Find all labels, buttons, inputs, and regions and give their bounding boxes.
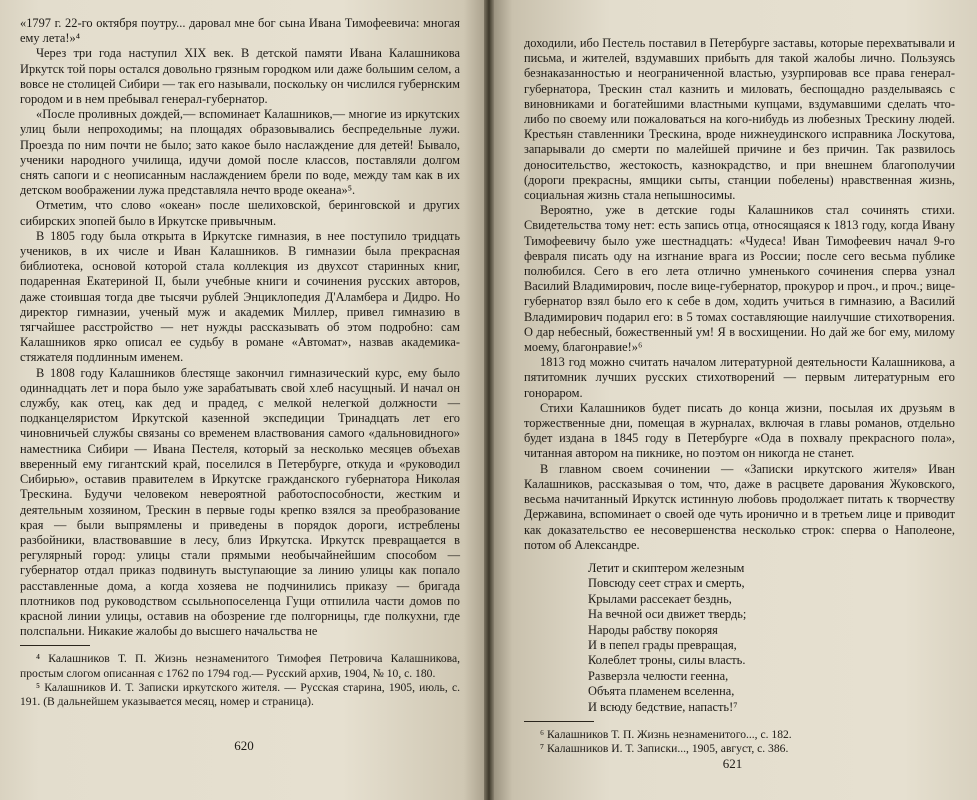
right-paragraph-1: доходили, ибо Пестель поставил в Петербурге заставы, которые перехватывали и письма, и жителей, вздумавших прибыть для такой жалобы лично. Пользуясь безнаказанностью и неограниченной властью, узурпировав все права генерал-губернатора, Трескин стал казнить и миловать, беспощадно разделываясь с виновниками и богатейшими властными купцами, вздумавшими сделать что-либо по своему или пожаловаться на кого-нибудь из любезных Трескину людей. Крестьян ставленники Трескина, вроде нижнеудинского исправника Лоскутова, запарывали до смерти по малейшей причине и без причин. Так развилось доносительство, жестокость, казнокрадство, и при внешнем благополучии (дороги прекрасны, ямщики сыты, станции побелены) нравственная жизнь, социальная жизнь стала непышносимы.: [524, 36, 955, 203]
right-paragraph-4: Стихи Калашников будет писать до конца жизни, посылая их друзьям в торжественные дни, помещая в журналах, включая в главы романов, отдельно будет издана в 1845 году в Петербурге «Ода в похвалу прекрасного пола», читанная автором на пикнике, но поэтом он никогда не станет.: [524, 400, 955, 461]
poem-line: И всюду бедствие, напасть!⁷: [588, 699, 738, 714]
poem-line: Народы рабству покоряя: [588, 622, 718, 637]
footnote-divider: [20, 645, 90, 646]
footnote-divider: [524, 721, 594, 722]
footnote-5: ⁵ Калашников И. Т. Записки иркутского жителя. — Русская старина, 1905, июль, с. 191. (В дальнейшем указывается месяц, номер и страница).: [20, 680, 460, 708]
poem-line: Колеблет троны, силы власть.: [588, 653, 746, 668]
left-paragraph-4: Отметим, что слово «океан» после шелиховской, беринговской и других сибирских эпопей было в Иркутске привычным.: [20, 198, 460, 228]
book-gutter: [484, 0, 494, 800]
right-paragraph-5: В главном своем сочинении — «Записки иркутского жителя» Иван Калашников, рассказывая о том, что, даже в расцвете дарования Жуковского, весьма начитанный Иркутск истинную любовь продолжает питать к творчеству Державина, вспоминает о своей оде чуть иронично и в третьем лице и приводит как доказательство ее несовершенства несколько строк: сперва о Наполеоне, потом об Александре.: [524, 461, 955, 552]
left-paragraph-3: «После проливных дождей,— вспоминает Калашников,— многие из иркутских улиц были непроходимы; на площадях образовывались беспредельные лужи. Проезда по ним почти не было; зато какое было наслаждение для детей! Бывало, ученики народного училища, идучи домой после классов, поставляли долгом снять сапоги и с неописанным наслаждением брели по воде, между там как в их детском воображении лужа представляла нечто вроде океана»⁵.: [20, 107, 460, 198]
left-footnotes: [20, 652, 460, 709]
page-number-left: 620: [234, 738, 254, 753]
right-page: [488, 0, 977, 800]
poem-line: Разверзла челюсти геенна,: [588, 668, 729, 683]
right-paragraph-2: Вероятно, уже в детские годы Калашников стал сочинять стихи. Свидетельства тому нет: есть запись отца, относящаяся к 1813 году, когда Ивану Тимофеевичу было уже шестнадцать: «Чудеса! Иван Тимофеевич начал 9-го февраля писать оду на изгнание врага из России; после сего весьма публике полюбился. Сего в его лета отлично умненького сочинения сперва узнал Василий Владимирович, после вице-губернатор, прокурор и проч., и проч.; вице-губернатор взял было его к себе в дом, ходить учиться в гимназию, а Василий Владимирович подарил его: в 5 томах составляющие наилучшие стихотворения. О дар небесный, божественный ум! Я в восхищении. Но дай же бог ему, милому моему, благонравие!»⁶: [524, 203, 955, 355]
left-paragraph-2: Через три года наступил XIX век. В детской памяти Ивана Калашникова Иркутск той поры остался довольно грязным городком или даже большим селом, а вовсе не столицей Сибири — так его называли, поскольку он числился губернским городом и в нем пребывал генерал-губернатор.: [20, 46, 460, 107]
footnote-4: ⁴ Калашников Т. П. Жизнь незнаменитого Тимофея Петровича Калашникова, простым слогом описанная с 1762 по 1794 год.— Русский архив, 1904, № 10, с. 180.: [20, 652, 460, 680]
poem-line: На вечной оси движет твердь;: [588, 607, 747, 622]
poem-line: И в пепел грады превращая,: [588, 637, 737, 652]
left-page-body: [20, 16, 460, 639]
left-page: [0, 0, 488, 800]
page-number-right: 621: [722, 756, 743, 771]
poem-block: [588, 561, 955, 715]
poem-line: Крылами рассекает безднь,: [588, 591, 732, 606]
poem-line: Объята пламенем вселенна,: [588, 684, 735, 699]
footnote-7: ⁷ Калашников И. Т. Записки..., 1905, август, с. 386.: [540, 742, 789, 756]
left-paragraph-6: В 1808 году Калашников блестяще закончил гимназический курс, ему было одиннадцать лет и пора было уже зарабатывать свой хлеб насущный. И начал он службу, как отец, как дед и прадед, с мелкой нелегкой должности — подканцеляристом Иркутской казенной экспедиции Тринадцать лет его чиновничьей службы связаны со временем властвования самого «дальновидного» наместника Сибири — Ивана Пестеля, который за несколько месяцев объехав вверенный ему гигантский край, поселился в Петербурге, откуда и «руководил Сибирью», оставив правителем в Иркутске гражданского губернатора Николая Трескина. Будучи человеком невероятной работоспособности, жестким и деятельным хозяином, Трескин в первые годы крепко взялся за преобразование края — были выпрямлены и приведены в порядок дороги, истреблены разбойники, властвовавшие в лесу, близ Иркутска. Иркутск превращается в регулярный город: улицы стали прямыми необычайнейшим способом — губернатор отдал приказ подвинуть выступающие за линию улицы как попало расставленные дома, а когда хозяева не подчинились приказу — бригада плотников под руководством ссыльнопоселенца Гущи отпилила части домов по красной линии улицы, оставив на обозрение где полгорницы, где полкухни, где полспальни. Никакие жалобы до высшего начальства не: [20, 365, 460, 639]
right-page-body: [524, 36, 955, 553]
left-paragraph-1: «1797 г. 22-го октября поутру... даровал мне бог сына Ивана Тимофеевича: многая ему лета!»⁴: [20, 16, 460, 46]
footnote-6: ⁶ Калашников Т. П. Жизнь незнаменитого..., с. 182.: [540, 727, 792, 741]
left-paragraph-5: В 1805 году была открыта в Иркутске гимназия, в нее поступило тридцать учеников, в их числе и Иван Калашников. В гимназии была прекрасная библиотека, основой которой стала коллекция из двухсот старинных книг, подаренная Екатериной II, были учебные книги и сочинения русских авторов, даже стоившая тогда две тысячи рублей Энциклопедия Д'Аламбера и Дидро. Но директор гимназии, ученый муж и академик Миллер, привел гимназию в тягчайшее расстройство — нет нужды рассказывать об этом подробно: сам Калашников ярко описал ее судьбу в романе «Автомат», назвав академика-стяжателя подлинным именем.: [20, 228, 460, 365]
right-footnotes: [524, 728, 955, 756]
poem-line: Летит и скиптером железным: [588, 560, 745, 575]
poem-line: Повсюду сеет страх и смерть,: [588, 576, 745, 591]
right-paragraph-3: 1813 год можно считать началом литературной деятельности Калашникова, а пятитомник лучших русских стихотворений — первым литературным его гонораром.: [524, 355, 955, 400]
